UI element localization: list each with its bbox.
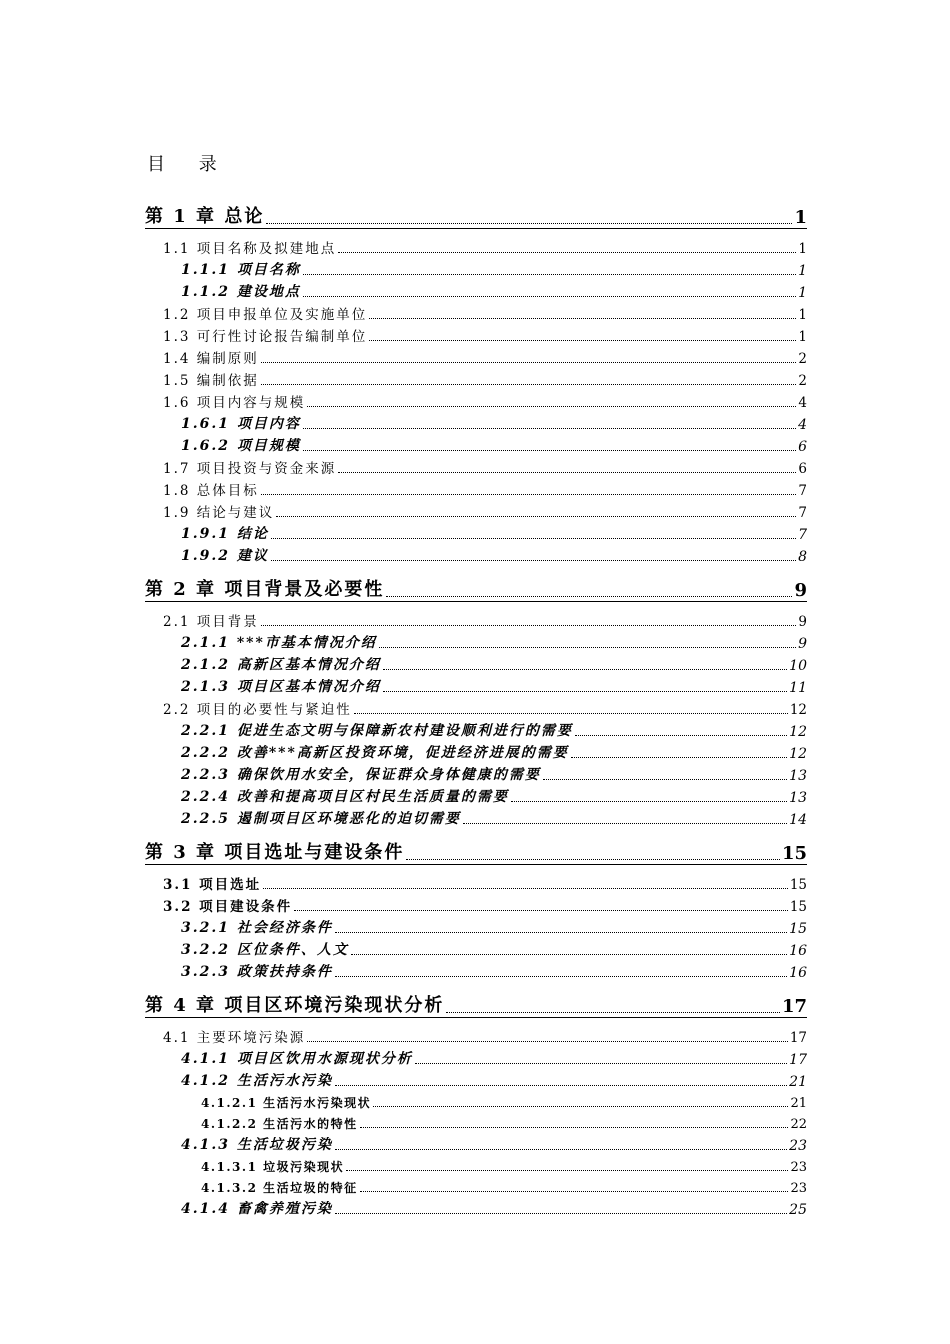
toc-page-number: 15 xyxy=(789,899,807,915)
toc-chapter-entry[interactable] xyxy=(145,198,807,228)
toc-entry[interactable] xyxy=(145,543,807,565)
toc-page-number: 4 xyxy=(798,417,807,433)
toc-page-number: 21 xyxy=(789,1074,807,1090)
toc-entry[interactable] xyxy=(145,389,807,411)
toc-entry[interactable] xyxy=(145,1024,807,1046)
toc-entry[interactable] xyxy=(145,608,807,630)
toc-entry-label: 4.1.2.1 生活污水污染现状 xyxy=(201,1096,372,1110)
dot-leader xyxy=(373,1106,788,1107)
chapter-rule xyxy=(145,228,807,229)
toc-entry[interactable] xyxy=(145,740,807,762)
toc-chapter-entry[interactable] xyxy=(145,571,807,601)
toc-entry-label: 2.1.2 高新区基本情况介绍 xyxy=(181,657,381,673)
dot-leader xyxy=(261,384,797,385)
dot-leader xyxy=(263,888,788,889)
dot-leader xyxy=(303,296,796,297)
toc-page-number: 11 xyxy=(789,680,807,696)
dot-leader xyxy=(543,779,787,780)
toc-entry[interactable] xyxy=(145,1175,807,1196)
toc-page-number: 16 xyxy=(789,943,807,959)
toc-entry-label: 第 2 章 项目背景及必要性 xyxy=(145,579,385,600)
dot-leader xyxy=(307,1041,788,1042)
toc-page-number: 23 xyxy=(790,1181,807,1196)
toc-entry-label: 4.1.3.2 生活垃圾的特征 xyxy=(201,1181,358,1195)
dot-leader xyxy=(261,494,797,495)
toc-entry[interactable] xyxy=(145,893,807,915)
toc-entry[interactable] xyxy=(145,696,807,718)
toc-page-number: 9 xyxy=(794,580,807,601)
dot-leader xyxy=(369,340,796,341)
dot-leader xyxy=(351,954,787,955)
toc-entry-label: 1.7 项目投资与资金来源 xyxy=(163,461,337,477)
toc-entry-label: 1.2 项目申报单位及实施单位 xyxy=(163,307,368,323)
toc-entry[interactable] xyxy=(145,367,807,389)
dot-leader xyxy=(383,669,787,670)
toc-page-number: 25 xyxy=(789,1202,807,1218)
toc-entry-label: 4.1.3 生活垃圾污染 xyxy=(181,1137,333,1153)
toc-page-number: 17 xyxy=(789,1052,807,1068)
toc-entry-label: 第 1 章 总论 xyxy=(145,206,265,227)
dot-leader xyxy=(266,223,792,224)
dot-leader xyxy=(383,691,787,692)
toc-page-number: 12 xyxy=(789,724,807,740)
toc-entry[interactable] xyxy=(145,1046,807,1068)
toc-entry[interactable] xyxy=(145,1068,807,1090)
dot-leader xyxy=(303,450,796,451)
toc-entry-label: 2.1.3 项目区基本情况介绍 xyxy=(181,679,381,695)
toc-page-number: 7 xyxy=(798,505,807,521)
toc-entry[interactable] xyxy=(145,521,807,543)
toc-entry-label: 2.2.2 改善***高新区投资环境，促进经济进展的需要 xyxy=(181,745,569,761)
toc-entry-label: 第 4 章 项目区环境污染现状分析 xyxy=(145,995,445,1016)
toc-entry-label: 1.5 编制依据 xyxy=(163,373,259,389)
toc-entry-label: 2.2.5 遏制项目区环境恶化的迫切需要 xyxy=(181,811,461,827)
toc-entry-label: 4.1.2 生活污水污染 xyxy=(181,1073,333,1089)
toc-entry[interactable] xyxy=(145,235,807,257)
toc-entry[interactable] xyxy=(145,652,807,674)
toc-entry-label: 3.2 项目建设条件 xyxy=(163,899,293,915)
toc-page-number: 14 xyxy=(789,812,807,828)
dot-leader xyxy=(415,1063,787,1064)
toc-entry-label: 1.4 编制原则 xyxy=(163,351,259,367)
toc-page-number: 15 xyxy=(789,921,807,937)
dot-leader xyxy=(463,823,787,824)
toc-page-number: 1 xyxy=(798,241,807,257)
toc-entry[interactable] xyxy=(145,937,807,959)
dot-leader xyxy=(335,1085,787,1086)
dot-leader xyxy=(360,1127,789,1128)
toc-page-number: 13 xyxy=(789,768,807,784)
toc-page-number: 17 xyxy=(781,996,807,1017)
dot-leader xyxy=(369,318,796,319)
dot-leader xyxy=(338,472,796,473)
toc-entry-label: 1.6.1 项目内容 xyxy=(181,416,301,432)
toc-entry-label: 4.1.4 畜禽养殖污染 xyxy=(181,1201,333,1217)
toc-entry[interactable] xyxy=(145,1196,807,1218)
dot-leader xyxy=(571,757,787,758)
toc-entry[interactable] xyxy=(145,279,807,301)
toc-entry[interactable] xyxy=(145,762,807,784)
dot-leader xyxy=(335,976,787,977)
toc-title: 目 录 xyxy=(147,154,231,175)
dot-leader xyxy=(307,406,796,407)
toc-entry-label: 第 3 章 项目选址与建设条件 xyxy=(145,842,405,863)
toc-entry[interactable] xyxy=(145,433,807,455)
dot-leader xyxy=(346,1170,788,1171)
toc-entry[interactable] xyxy=(145,674,807,696)
dot-leader xyxy=(338,252,796,253)
toc-page-number: 2 xyxy=(798,351,807,367)
toc-entry[interactable] xyxy=(145,411,807,433)
toc-page-number: 6 xyxy=(798,439,807,455)
toc-entry-label: 1.1 项目名称及拟建地点 xyxy=(163,241,337,257)
toc-entry-label: 1.6 项目内容与规模 xyxy=(163,395,306,411)
toc-entry-label: 2.1.1 ***市基本情况介绍 xyxy=(181,635,377,651)
dot-leader xyxy=(335,932,787,933)
toc-entry-label: 3.2.2 区位条件、人文 xyxy=(181,942,349,958)
toc-chapter-entry[interactable] xyxy=(145,987,807,1017)
dot-leader xyxy=(406,859,780,860)
dot-leader xyxy=(575,735,787,736)
toc-entry-label: 3.2.1 社会经济条件 xyxy=(181,920,333,936)
toc-page-number: 10 xyxy=(789,658,807,674)
toc-entry[interactable] xyxy=(145,345,807,367)
toc-entry-label: 1.9.1 结论 xyxy=(181,526,269,542)
toc-page-number: 22 xyxy=(790,1117,807,1132)
toc-entry-label: 1.8 总体目标 xyxy=(163,483,259,499)
toc-page-number: 21 xyxy=(790,1096,807,1111)
toc-entry[interactable] xyxy=(145,630,807,652)
toc-entry[interactable] xyxy=(145,1090,807,1111)
toc-entry-label: 1.1.1 项目名称 xyxy=(181,262,301,278)
dot-leader xyxy=(294,910,788,911)
toc-chapter-entry[interactable] xyxy=(145,834,807,864)
dot-leader xyxy=(276,516,796,517)
toc-entry[interactable] xyxy=(145,915,807,937)
chapter-rule xyxy=(145,601,807,602)
toc-entry-label: 2.1 项目背景 xyxy=(163,614,259,630)
dot-leader xyxy=(354,713,788,714)
toc-entry[interactable] xyxy=(145,784,807,806)
dot-leader xyxy=(271,560,796,561)
toc-entry-label: 1.3 可行性讨论报告编制单位 xyxy=(163,329,368,345)
toc-entry-label: 2.2.3 确保饮用水安全，保证群众身体健康的需要 xyxy=(181,767,541,783)
dot-leader xyxy=(511,801,787,802)
toc-page-number: 1 xyxy=(798,263,807,279)
dot-leader xyxy=(261,362,797,363)
dot-leader xyxy=(261,625,797,626)
toc-page-number: 9 xyxy=(798,614,807,630)
dot-leader xyxy=(335,1213,787,1214)
toc-page-number: 8 xyxy=(798,549,807,565)
toc-page-number: 15 xyxy=(781,843,807,864)
toc-entry[interactable] xyxy=(145,806,807,828)
toc-entry-label: 1.9.2 建议 xyxy=(181,548,269,564)
toc-page-number: 13 xyxy=(789,790,807,806)
toc-entry[interactable] xyxy=(145,323,807,345)
toc-entry[interactable] xyxy=(145,1132,807,1154)
toc-page-number: 1 xyxy=(798,329,807,345)
toc-entry[interactable] xyxy=(145,477,807,499)
toc-page-number: 12 xyxy=(789,702,807,718)
dot-leader xyxy=(360,1191,789,1192)
dot-leader xyxy=(446,1012,780,1013)
toc-page-number: 2 xyxy=(798,373,807,389)
toc-page-number: 17 xyxy=(789,1030,807,1046)
toc-entry-label: 2.2 项目的必要性与紧迫性 xyxy=(163,702,352,718)
toc-entry[interactable] xyxy=(145,455,807,477)
dot-leader xyxy=(379,647,796,648)
dot-leader xyxy=(303,428,796,429)
toc-entry-label: 3.2.3 政策扶持条件 xyxy=(181,964,333,980)
toc-entry[interactable] xyxy=(145,301,807,323)
toc-page-number: 6 xyxy=(798,461,807,477)
dot-leader xyxy=(335,1149,787,1150)
toc-page-number: 1 xyxy=(798,307,807,323)
toc-entry-label: 4.1.1 项目区饮用水源现状分析 xyxy=(181,1051,413,1067)
toc-page-number: 7 xyxy=(798,483,807,499)
chapter-rule xyxy=(145,864,807,865)
toc-entry-label: 4.1 主要环境污染源 xyxy=(163,1030,306,1046)
toc-page-number: 1 xyxy=(794,207,807,228)
toc-entry[interactable] xyxy=(145,257,807,279)
toc-page-number: 7 xyxy=(798,527,807,543)
toc-page-number: 16 xyxy=(789,965,807,981)
toc-entry-label: 1.1.2 建设地点 xyxy=(181,284,301,300)
dot-leader xyxy=(386,596,792,597)
toc-entry[interactable] xyxy=(145,871,807,893)
toc-entry[interactable] xyxy=(145,1111,807,1132)
toc-entry-label: 2.2.4 改善和提高项目区村民生活质量的需要 xyxy=(181,789,509,805)
toc-entry[interactable] xyxy=(145,1154,807,1175)
dot-leader xyxy=(271,538,796,539)
toc-page-number: 9 xyxy=(798,636,807,652)
toc-page-number: 4 xyxy=(798,395,807,411)
toc-entry-label: 2.2.1 促进生态文明与保障新农村建设顺利进行的需要 xyxy=(181,723,573,739)
dot-leader xyxy=(303,274,796,275)
toc-entry-label: 4.1.3.1 垃圾污染现状 xyxy=(201,1160,345,1174)
toc-entry[interactable] xyxy=(145,959,807,981)
toc-entry-label: 1.6.2 项目规模 xyxy=(181,438,301,454)
table-of-contents xyxy=(145,192,807,1218)
toc-page-number: 23 xyxy=(789,1138,807,1154)
chapter-rule xyxy=(145,1017,807,1018)
toc-entry-label: 1.9 结论与建议 xyxy=(163,505,275,521)
toc-page-number: 15 xyxy=(789,877,807,893)
toc-entry-label: 4.1.2.2 生活污水的特性 xyxy=(201,1117,358,1131)
toc-entry-label: 3.1 项目选址 xyxy=(163,877,262,893)
toc-entry[interactable] xyxy=(145,718,807,740)
toc-entry[interactable] xyxy=(145,499,807,521)
toc-page-number: 12 xyxy=(789,746,807,762)
toc-page-number: 1 xyxy=(798,285,807,301)
toc-page-number: 23 xyxy=(790,1160,807,1175)
